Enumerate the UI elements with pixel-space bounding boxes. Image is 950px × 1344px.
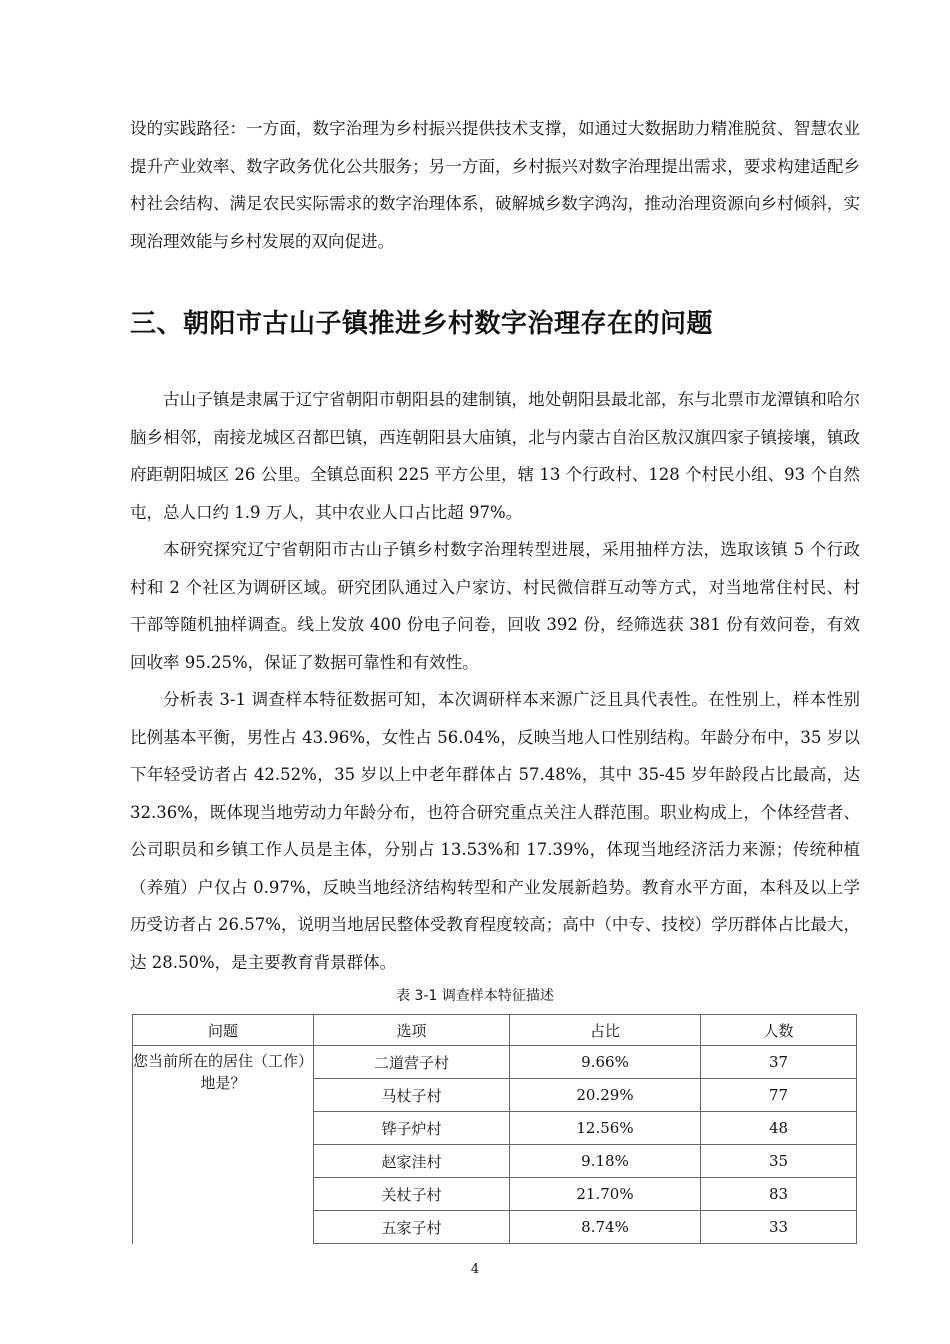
count-cell: 77: [701, 1079, 857, 1112]
survey-table: [132, 1014, 857, 1244]
page-number: 4: [470, 1262, 480, 1277]
ratio-cell: 9.66%: [510, 1046, 701, 1079]
ratio-cell: 21.70%: [510, 1178, 701, 1211]
paragraph-research-method: 本研究探究辽宁省朝阳市古山子镇乡村数字治理转型进展，采用抽样方法，选取该镇 5 个行政村和 2 个社区为调研区域。研究团队通过入户家访、村民微信群互动等方式，对当地常住村民、村干部等随机抽样调查。线上发放 400 份电子问卷，回收 392 份，经筛选获 381 份有效问卷，有效回收率 95.25%，保证了数据可靠性和有效性。: [130, 540, 860, 672]
table-caption: 表 3-1 调查样本特征描述: [396, 988, 554, 1004]
header-count: 人数: [701, 1015, 857, 1046]
option-cell: 关杖子村: [314, 1178, 510, 1211]
table-header-row: [133, 1015, 857, 1046]
header-option: 选项: [314, 1015, 510, 1046]
header-question: 问题: [133, 1015, 314, 1046]
option-cell: 五家子村: [314, 1211, 510, 1244]
question-cell: 您当前所在的居住（工作）地是？: [133, 1046, 314, 1244]
count-cell: 35: [701, 1145, 857, 1178]
count-cell: 37: [701, 1046, 857, 1079]
ratio-cell: 20.29%: [510, 1079, 701, 1112]
count-cell: 48: [701, 1112, 857, 1145]
ratio-cell: 8.74%: [510, 1211, 701, 1244]
option-cell: 铧子炉村: [314, 1112, 510, 1145]
option-cell: 马杖子村: [314, 1079, 510, 1112]
section-heading: 三、朝阳市古山子镇推进乡村数字治理存在的问题: [130, 309, 714, 339]
ratio-cell: 9.18%: [510, 1145, 701, 1178]
header-ratio: 占比: [510, 1015, 701, 1046]
paragraph-continuation: 设的实践路径：一方面，数字治理为乡村振兴提供技术支撑，如通过大数据助力精准脱贫、智慧农业提升产业效率、数字政务优化公共服务；另一方面，乡村振兴对数字治理提出需求，要求构建适配乡村社会结构、满足农民实际需求的数字治理体系，破解城乡数字鸿沟，推动治理资源向乡村倾斜，实现治理效能与乡村发展的双向促进。: [130, 119, 860, 251]
table-row: [133, 1046, 857, 1079]
ratio-cell: 12.56%: [510, 1112, 701, 1145]
option-cell: 赵家洼村: [314, 1145, 510, 1178]
option-cell: 二道营子村: [314, 1046, 510, 1079]
count-cell: 83: [701, 1178, 857, 1211]
paragraph-sample-analysis: 分析表 3-1 调查样本特征数据可知，本次调研样本来源广泛且具代表性。在性别上，样本性别比例基本平衡，男性占 43.96%，女性占 56.04%，反映当地人口性别结构。年龄分布中，35 岁以下年轻受访者占 42.52%，35 岁以上中老年群体占 57.48%，其中 35-45 岁年龄段占比最高，达 32.36%，既体现当地劳动力年龄分布，也符合研究重点关注人群范围。职业构成上，个体经营者、公司职员和乡镇工作人员是主体，分别占 13.53%和 17.39%，体现当地经济活力来源；传统种植（养殖）户仅占 0.97%，反映当地经济结构转型和产业发展新趋势。教育水平方面，本科及以上学历受访者占 26.57%，说明当地居民整体受教育程度较高；高中（中专、技校）学历群体占比最大，达 28.50%，是主要教育背景群体。: [130, 690, 860, 972]
count-cell: 33: [701, 1211, 857, 1244]
paragraph-town-overview: 古山子镇是隶属于辽宁省朝阳市朝阳县的建制镇，地处朝阳县最北部，东与北票市龙潭镇和哈尔脑乡相邻，南接龙城区召都巴镇，西连朝阳县大庙镇，北与内蒙古自治区敖汉旗四家子镇接壤，镇政府距朝阳城区 26 公里。全镇总面积 225 平方公里，辖 13 个行政村、128 个村民小组、93 个自然屯，总人口约 1.9 万人，其中农业人口占比超 97%。: [130, 390, 860, 522]
